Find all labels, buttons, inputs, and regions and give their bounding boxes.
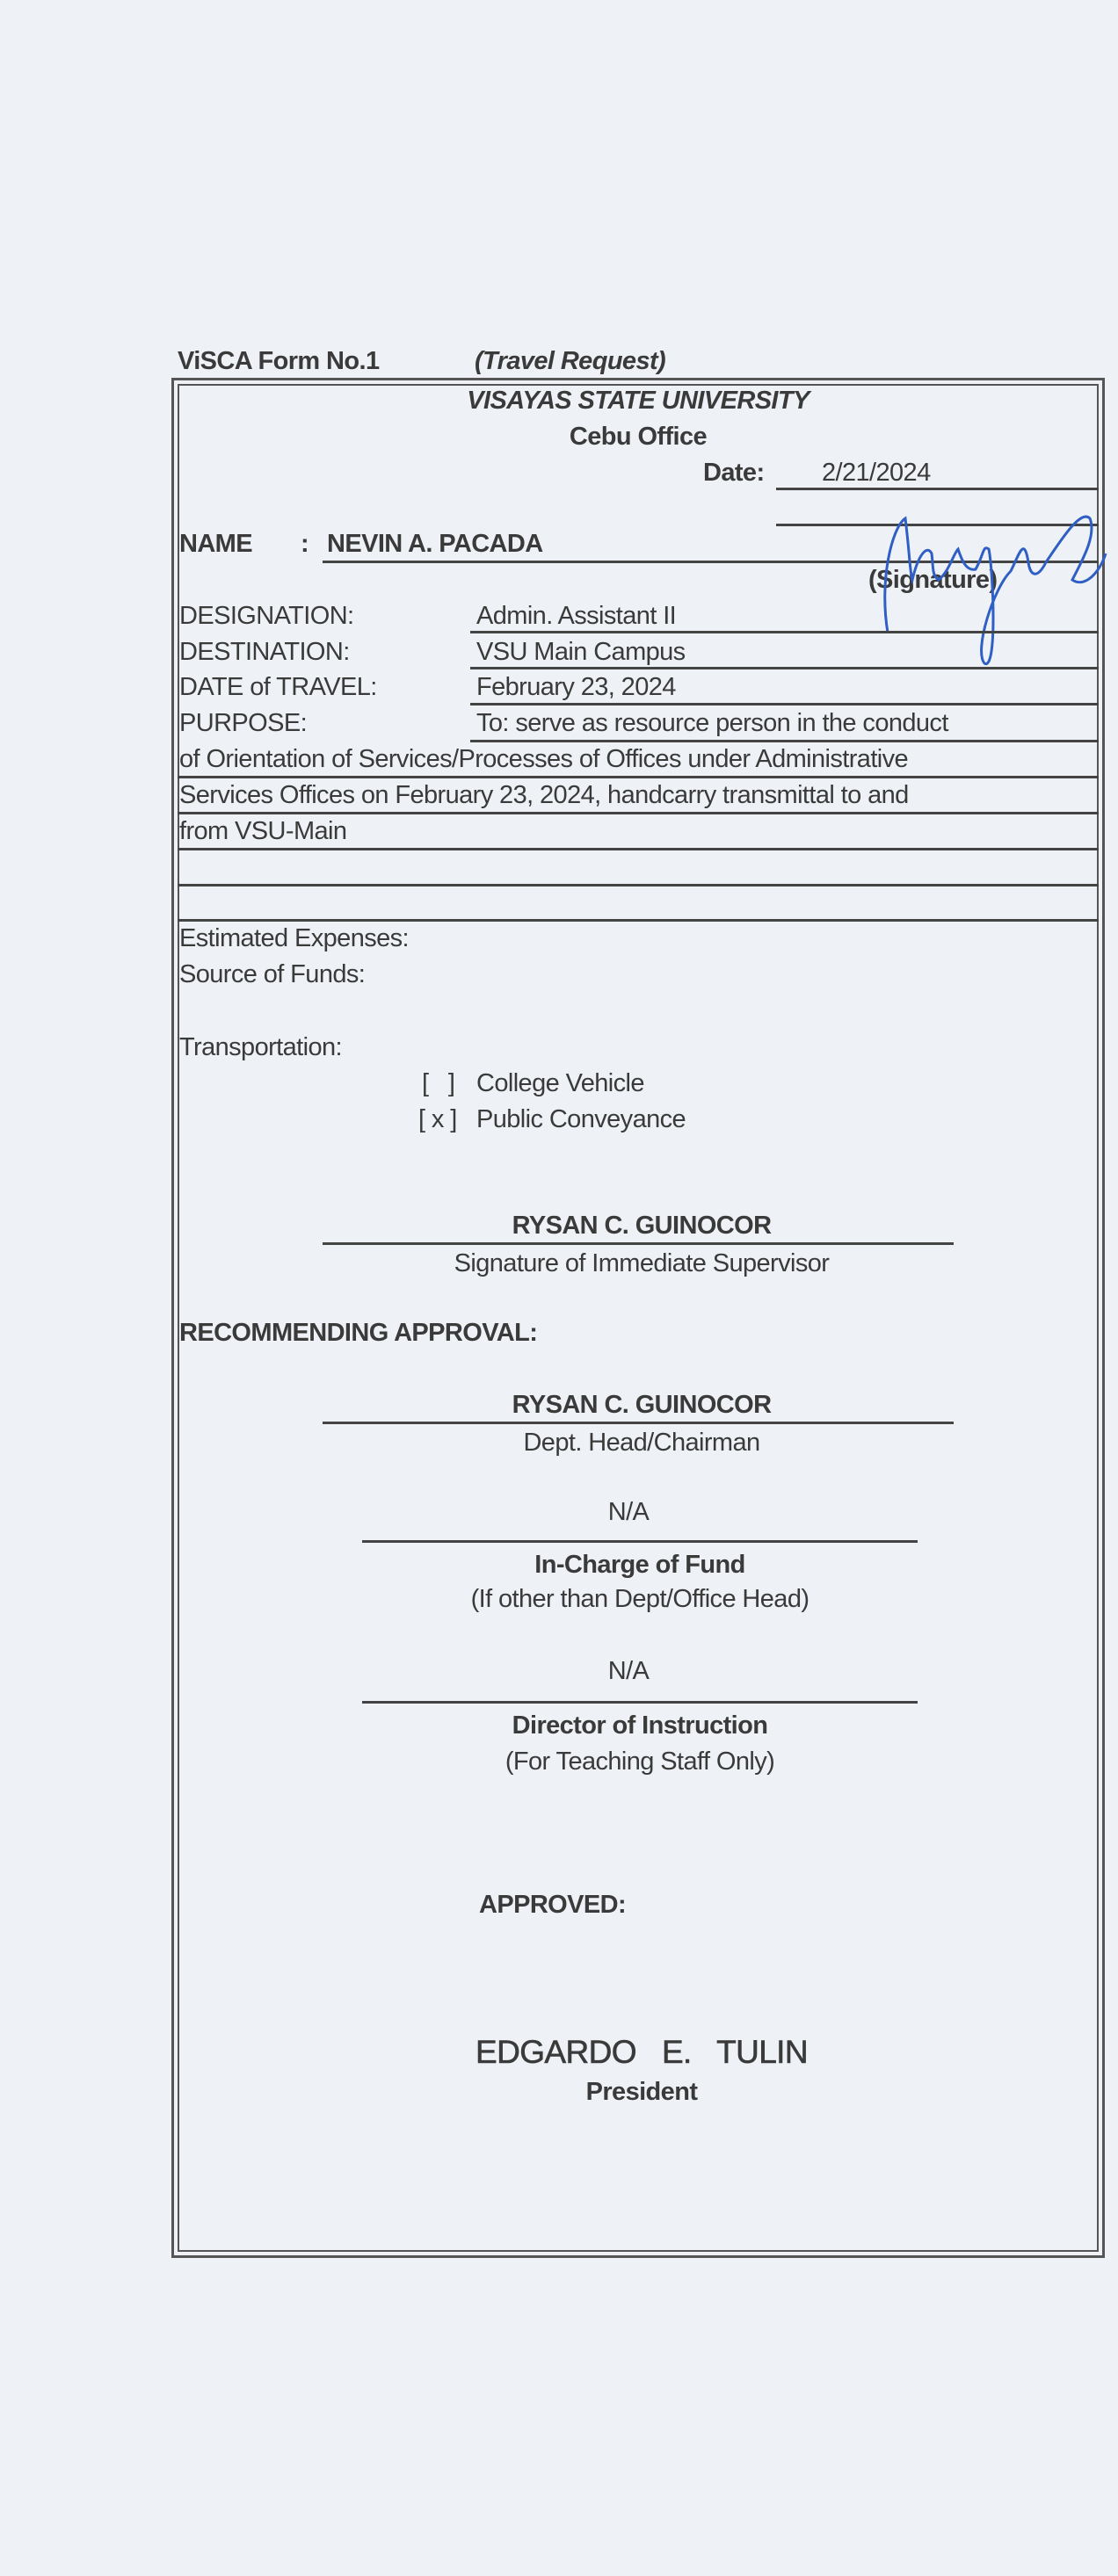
blank-line-2 [178, 919, 1099, 922]
designation-label: DESIGNATION: [179, 602, 354, 630]
signature-caption: (Signature) [868, 566, 998, 594]
form-type: (Travel Request) [475, 347, 666, 375]
estimated-expenses-label: Estimated Expenses: [179, 924, 410, 952]
university-name: VISAYAS STATE UNIVERSITY [467, 387, 809, 415]
designation-underline [470, 631, 1099, 633]
recommending-approval-label: RECOMMENDING APPROVAL: [179, 1319, 538, 1347]
college-vehicle-checkbox[interactable]: [ ] [422, 1069, 455, 1097]
source-of-funds-label: Source of Funds: [179, 960, 366, 988]
director-note: (For Teaching Staff Only) [505, 1747, 775, 1776]
destination-label: DESTINATION: [179, 638, 350, 666]
president-name: EDGARDO E. TULIN [476, 2034, 808, 2070]
supervisor-caption: Signature of Immediate Supervisor [454, 1249, 830, 1277]
public-conveyance-checkbox[interactable]: [ x ] [418, 1105, 457, 1133]
fund-incharge-value: N/A [607, 1498, 650, 1526]
supervisor-signature-line [323, 1242, 954, 1245]
dept-head-caption: Dept. Head/Chairman [523, 1429, 760, 1457]
name-label: NAME [179, 530, 252, 558]
blank-line-1 [178, 884, 1099, 886]
name-separator: : [301, 530, 309, 558]
approved-label: APPROVED: [479, 1891, 627, 1919]
purpose-underline-4 [178, 848, 1099, 850]
date-value: 2/21/2024 [822, 459, 931, 487]
fund-incharge-note: (If other than Dept/Office Head) [470, 1585, 809, 1613]
director-value: N/A [607, 1657, 650, 1685]
destination-underline [470, 667, 1099, 669]
director-line [362, 1701, 918, 1704]
designation-value: Admin. Assistant II [476, 602, 677, 630]
form-number: ViSCA Form No.1 [178, 347, 380, 375]
date-underline [776, 488, 1099, 490]
dept-head-name: RYSAN C. GUINOCOR [512, 1391, 772, 1419]
date-label: Date: [703, 459, 765, 487]
purpose-underline-3 [178, 812, 1099, 814]
applicant-signature [870, 501, 1107, 677]
director-title: Director of Instruction [512, 1711, 768, 1740]
fund-incharge-title: In-Charge of Fund [534, 1551, 745, 1579]
destination-value: VSU Main Campus [476, 638, 686, 666]
purpose-label: PURPOSE: [179, 709, 308, 737]
applicant-name: NEVIN A. PACADA [327, 530, 543, 558]
college-vehicle-label: College Vehicle [476, 1069, 644, 1097]
office-name: Cebu Office [569, 423, 708, 451]
transportation-label: Transportation: [179, 1033, 342, 1061]
purpose-line-4: from VSU-Main [179, 817, 347, 845]
purpose-line-3: Services Offices on February 23, 2024, handcarry transmittal to and [179, 781, 909, 809]
purpose-line-2: of Orientation of Services/Processes of Offices under Administrative [179, 745, 909, 773]
dept-head-signature-line [323, 1422, 954, 1424]
supervisor-name: RYSAN C. GUINOCOR [512, 1212, 772, 1240]
fund-incharge-line [362, 1540, 918, 1543]
purpose-underline-2 [178, 776, 1099, 778]
president-title: President [585, 2078, 698, 2106]
public-conveyance-label: Public Conveyance [476, 1105, 686, 1133]
date-of-travel-label: DATE of TRAVEL: [179, 673, 377, 701]
date-of-travel-value: February 23, 2024 [476, 673, 676, 701]
date-of-travel-underline [470, 703, 1099, 706]
purpose-line-1: To: serve as resource person in the conduct [476, 709, 948, 737]
purpose-underline-1 [470, 740, 1099, 742]
